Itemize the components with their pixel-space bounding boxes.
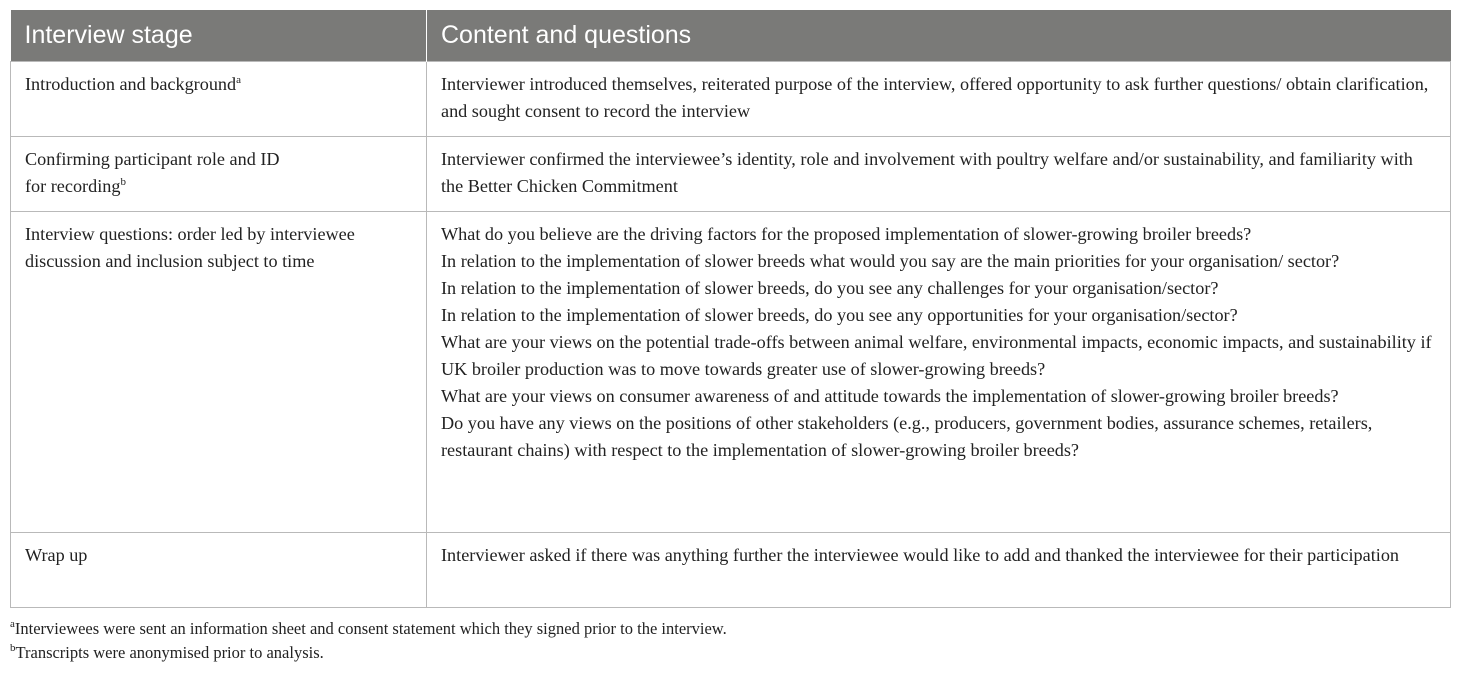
question-6: What are your views on consumer awareness of and attitude towards the implementation of slower-growing broiler breeds? (441, 386, 1339, 406)
table-row (11, 62, 1451, 137)
footnote-b (10, 641, 727, 665)
content-cell (427, 212, 1451, 533)
header-content-questions: Content and questions (427, 10, 1451, 62)
question-5: What are your views on the potential trade-offs between animal welfare, environmental impacts, economic impacts, and sustainability if UK broiler production was to move towards greater use of slower-growing breeds? (441, 332, 1432, 379)
content-cell (427, 533, 1451, 608)
table-row (11, 533, 1451, 608)
content-text: Interviewer introduced themselves, reiterated purpose of the interview, offered opportunity to ask further questions/ obtain clarification, and sought consent to record the interview (441, 74, 1429, 121)
stage-cell (11, 212, 427, 533)
stage-text: Interview questions: order led by interviewee discussion and inclusion subject to time (25, 224, 355, 271)
footnote-mark-a: a (236, 74, 242, 86)
footnote-b-mark: b (10, 642, 16, 654)
table-header (11, 10, 1451, 62)
stage-text: Introduction and background (25, 74, 237, 94)
table-row (11, 137, 1451, 212)
footnote-a-text: Interviewees were sent an information sheet and consent statement which they signed prior to the interview. (14, 619, 727, 638)
question-4: In relation to the implementation of slower breeds, do you see any opportunities for your organisation/sector? (441, 305, 1238, 325)
question-3: In relation to the implementation of slower breeds, do you see any challenges for your organisation/sector? (441, 278, 1219, 298)
footnote-mark-b: b (120, 176, 126, 188)
header-interview-stage: Interview stage (11, 10, 427, 62)
interview-table-container (10, 10, 1450, 608)
table-footnotes (10, 617, 727, 665)
content-cell (427, 137, 1451, 212)
stage-text: Wrap up (25, 545, 88, 565)
stage-cell (11, 137, 427, 212)
stage-cell (11, 533, 427, 608)
stage-text-line-1: Confirming participant role and ID (25, 149, 280, 169)
header-row (11, 10, 1451, 62)
content-text: Interviewer confirmed the interviewee’s identity, role and involvement with poultry welfare and/or sustainability, and familiarity with the Better Chicken Commitment (441, 149, 1413, 196)
content-cell (427, 62, 1451, 137)
table-row (11, 212, 1451, 533)
footnote-a-mark: a (10, 618, 15, 630)
table-body (11, 62, 1451, 608)
stage-cell (11, 62, 427, 137)
content-text: Interviewer asked if there was anything further the interviewee would like to add and thanked the interviewee for their participation (441, 545, 1400, 565)
question-1: What do you believe are the driving factors for the proposed implementation of slower-growing broiler breeds? (441, 224, 1252, 244)
question-7: Do you have any views on the positions of other stakeholders (e.g., producers, government bodies, assurance schemes, retailers, restaurant chains) with respect to the implementation of slower-growing broiler breeds? (441, 413, 1373, 460)
question-2: In relation to the implementation of slower breeds what would you say are the main priorities for your organisation/ sector? (441, 251, 1340, 271)
footnote-b-text: Transcripts were anonymised prior to analysis. (15, 643, 324, 662)
footnote-a (10, 617, 727, 641)
interview-table (10, 10, 1451, 608)
stage-text-line-2: for recording (25, 176, 121, 196)
